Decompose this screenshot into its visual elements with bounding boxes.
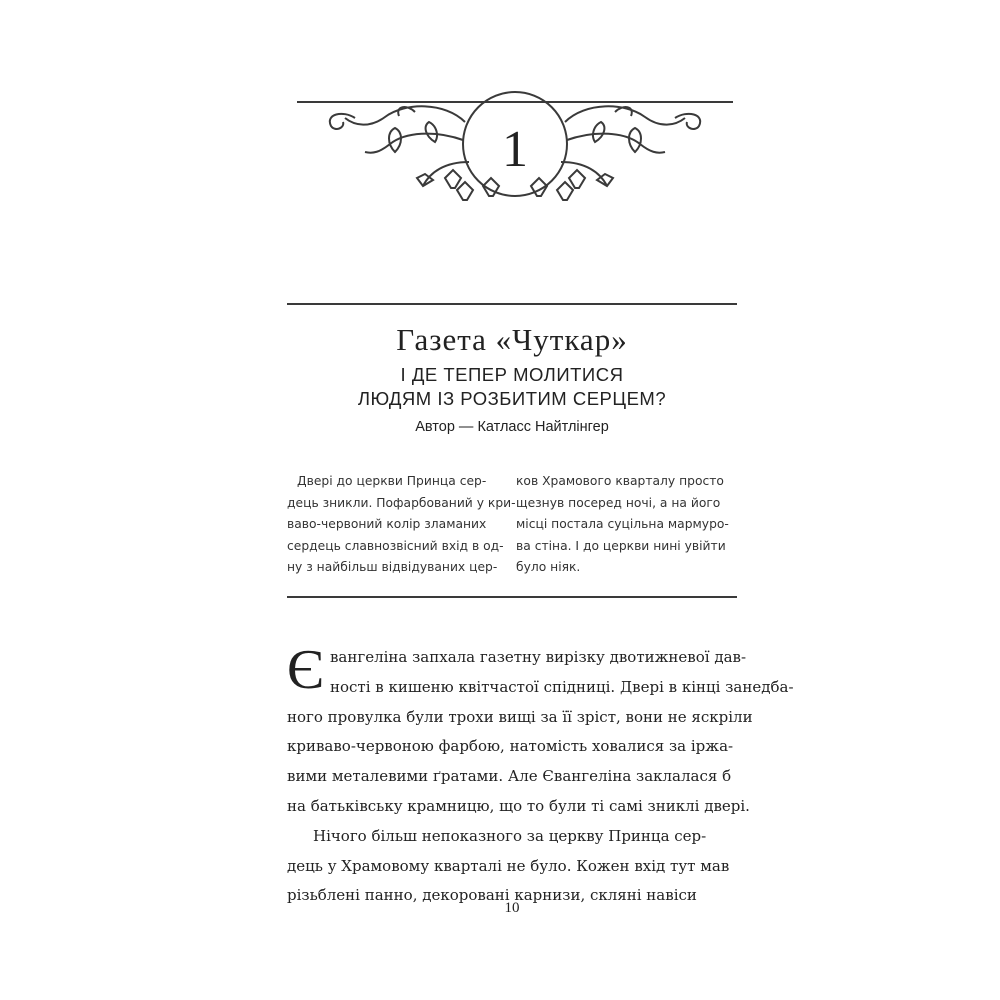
body-line: ного провулка були трохи вищі за її зріст, вони не яскріли xyxy=(287,707,753,726)
column-line: було ніяк. xyxy=(516,560,581,574)
article-column-left xyxy=(287,471,516,579)
column-line: ва стіна. І до церкви нині увійти xyxy=(516,538,726,553)
top-divider xyxy=(287,303,737,305)
article-byline: Автор — Катласс Найтлінгер xyxy=(415,419,609,435)
column-line: ков Храмового кварталу просто xyxy=(516,474,724,488)
newspaper-title: Газета «Чуткар» xyxy=(396,322,628,357)
column-line: щезнув посеред ночі, а на його xyxy=(516,495,721,510)
body-line: вангеліна запхала газетну вирізку двотижневої дав- xyxy=(329,648,747,666)
article-headline-line: ЛЮДЯМ ІЗ РОЗБИТИМ СЕРЦЕМ? xyxy=(357,388,667,409)
body-line: різьблені панно, декоровані карнизи, скляні навіси xyxy=(287,886,697,905)
body-line: на батьківську крамницю, що то були ті самі зниклі двері. xyxy=(287,796,750,815)
bottom-divider xyxy=(287,596,737,598)
article-column-right xyxy=(516,471,738,579)
body-line: вими металевими ґратами. Але Євангеліна заклалася б xyxy=(287,767,732,786)
column-line: місці постала суцільна мармуро- xyxy=(516,517,729,531)
chapter-body xyxy=(287,639,794,911)
chapter-number: 1 xyxy=(502,121,528,178)
column-line: ваво-червоний колір зламаних xyxy=(287,517,487,531)
article-headline-line: І ДЕ ТЕПЕР МОЛИТИСЯ xyxy=(400,364,624,385)
column-line: Двері до церкви Принца сер- xyxy=(297,474,487,488)
body-line: Нічого більш непоказного за церкву Принца сер- xyxy=(313,826,707,845)
column-line: дець зникли. Пофарбований у кри- xyxy=(287,495,516,510)
column-line: сердець славнозвісний вхід в од- xyxy=(287,538,504,553)
body-line: ності в кишеню квітчастої спідниці. Двері в кінці занедба- xyxy=(329,677,794,696)
drop-cap: Є xyxy=(287,639,324,701)
body-line: дець у Храмовому кварталі не було. Кожен вхід тут мав xyxy=(287,856,730,875)
body-line: криваво-червоною фарбою, натомість ховалися за іржа- xyxy=(287,737,734,756)
article-headline xyxy=(287,363,737,411)
column-line: ну з найбільш відвідуваних цер- xyxy=(287,560,498,574)
page-number: 10 xyxy=(504,900,520,916)
